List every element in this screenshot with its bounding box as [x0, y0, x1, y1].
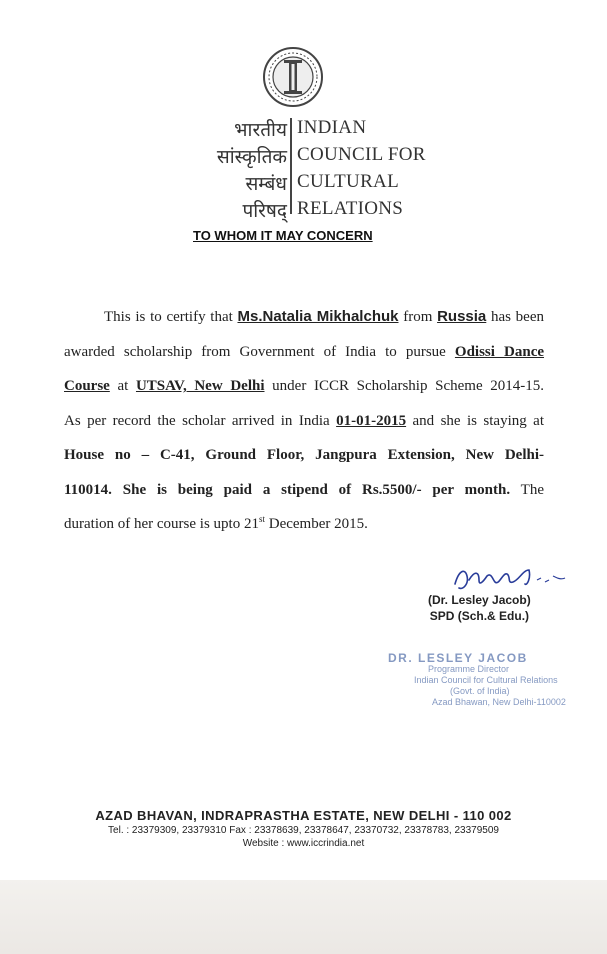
hindi-line: सम्बंध — [245, 173, 287, 195]
stamp-line: Azad Bhawan, New Delhi-110002 — [432, 697, 566, 707]
scholar-country: Russia — [437, 308, 487, 325]
ordinal-suffix: st — [258, 514, 265, 524]
document-heading: TO WHOM IT MAY CONCERN — [193, 228, 373, 243]
letterhead-hindi — [217, 117, 287, 225]
signatory-title: SPD (Sch.& Edu.) — [429, 609, 530, 623]
text: December 2015. — [264, 516, 368, 532]
body-line — [64, 473, 544, 508]
text: and she is staying at — [412, 412, 545, 429]
official-stamp — [388, 653, 566, 708]
text: This is to certify that — [104, 309, 233, 325]
footer-phones: Tel. : 23379309, 23379310 Fax : 23378639, 23378647, 23370732, 23378783, 23379509 — [108, 825, 499, 836]
text: from — [403, 309, 433, 325]
body-line — [64, 438, 544, 473]
scholar-name: Ms.Natalia Mikhalchuk — [237, 308, 399, 325]
letterhead-divider — [290, 118, 292, 214]
course-name: Course — [64, 378, 110, 394]
body-line — [64, 335, 544, 370]
text: duration of her course is upto 21 — [64, 516, 259, 532]
signatory-block — [428, 592, 531, 624]
english-line: COUNCIL FOR — [297, 144, 426, 165]
text: at — [117, 378, 129, 394]
course-name: Odissi Dance — [454, 343, 545, 360]
footer-address: AZAD BHAVAN, INDRAPRASTHA ESTATE, NEW DELHI - 110 002 — [95, 808, 512, 823]
body-line — [64, 507, 544, 542]
hindi-line: भारतीय — [234, 119, 287, 141]
signatory-name: (Dr. Lesley Jacob) — [428, 593, 531, 607]
stamp-line: DR. LESLEY JACOB — [388, 651, 528, 665]
scan-background — [0, 880, 607, 954]
arrival-date: 01-01-2015 — [336, 412, 407, 429]
body-line — [64, 369, 544, 404]
stamp-line: (Govt. of India) — [450, 686, 510, 696]
english-line: RELATIONS — [297, 198, 404, 219]
residence-address: House no – C-41, Ground Floor, Jangpura Extension, New Delhi- — [64, 447, 544, 463]
body-line — [64, 404, 544, 439]
stipend-text: 110014. She is being paid a stipend of Rs.5500/- per month. — [64, 481, 511, 498]
english-line: CULTURAL — [297, 171, 399, 192]
stamp-line: Programme Director — [428, 664, 510, 674]
text: As per record the scholar arrived in India — [64, 412, 330, 429]
text: The — [520, 481, 544, 498]
english-line: INDIAN — [297, 117, 367, 138]
text: awarded scholarship from Government of India to pursue — [64, 343, 446, 360]
certificate-body — [64, 300, 544, 542]
body-line — [64, 300, 544, 335]
hindi-line: परिषद् — [242, 200, 287, 222]
text: has been — [490, 309, 544, 325]
handwritten-signature — [445, 562, 575, 596]
letterhead-english — [297, 114, 426, 222]
stamp-line: Indian Council for Cultural Relations — [414, 675, 558, 685]
institute-name: UTSAV, New Delhi — [135, 378, 265, 394]
text: under ICCR Scholarship Scheme 2014-15. — [272, 378, 544, 394]
hindi-line: सांस्कृतिक — [216, 146, 287, 168]
footer-website: Website : www.iccrindia.net — [242, 838, 365, 849]
iccr-emblem-icon — [262, 46, 324, 108]
